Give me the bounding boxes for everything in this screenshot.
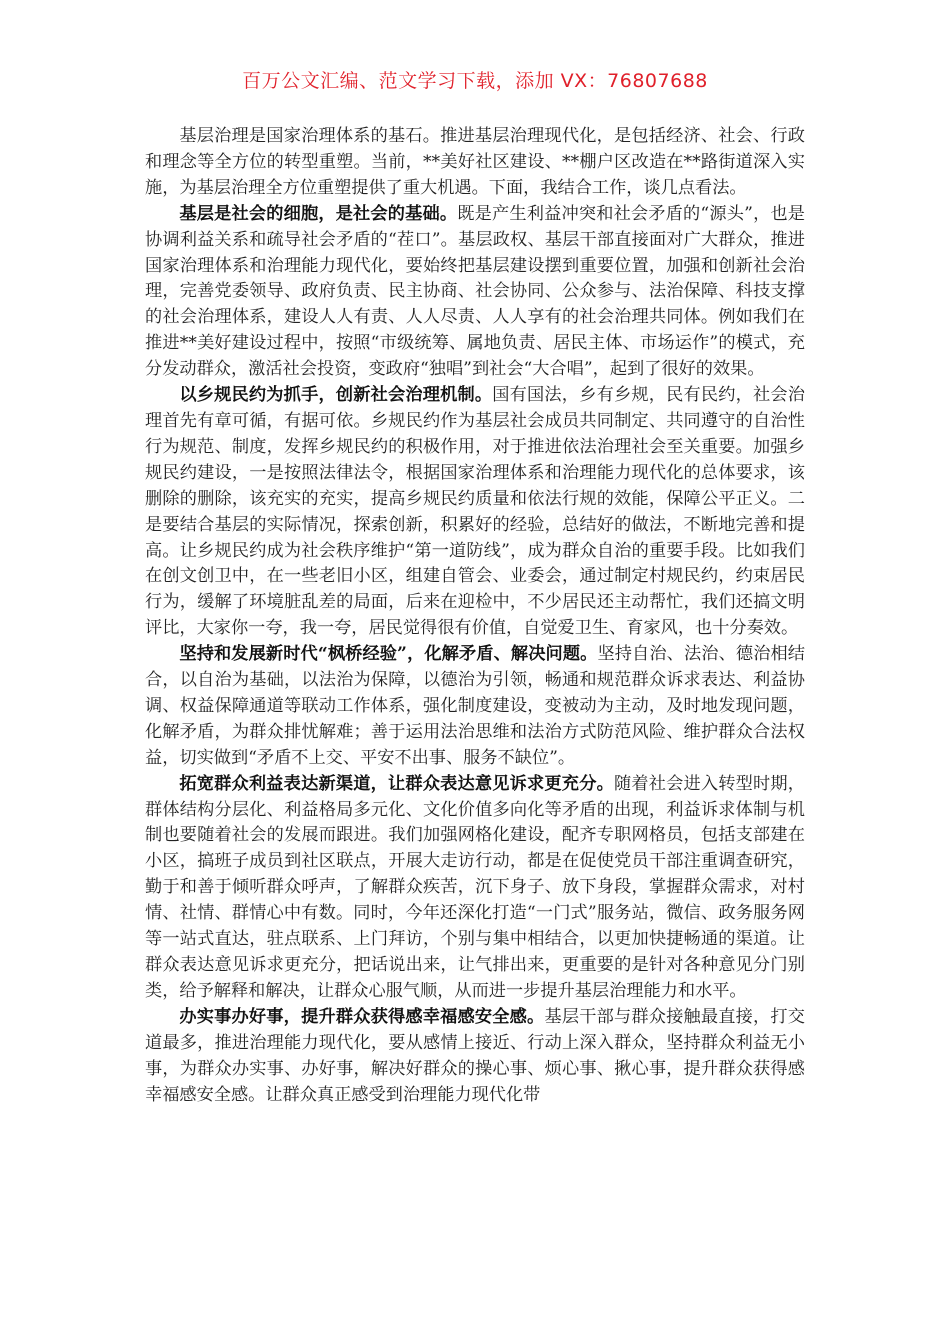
paragraph-fengqiao-experience — [145, 642, 805, 772]
paragraph-text: 随着社会进入转型时期，群体结构分层化、利益格局多元化、文化价值多向化等矛盾的出现，利益诉求体制与机制也要随着社会的发展而跟进。我们加强网格化建设，配齐专职网格员，包括支部建在小区，搞班子成员到社区联点，开展大走访行动，都是在促使党员干部注重调查研究，勤于和善于倾听群众呼声，了解群众疾苦，沉下身子、放下身段，掌握群众需求，对村情、社情、群情心中有数。同时，今年还深化打造“一门式”服务站，微信、政务服务网等一站式直达，驻点联系、上门拜访，个别与集中相结合，以更加快捷畅通的渠道。让群众表达意见诉求更充分，把话说出来，让气排出来，更重要的是针对各种意见分门别类，给予解释和解决，让群众心服气顺，从而进一步提升基层治理能力和水平。 — [145, 773, 805, 1001]
document-body — [145, 124, 805, 1108]
paragraph-heading: 基层是社会的细胞，是社会的基础。 — [179, 203, 458, 224]
paragraph-practical-matters — [145, 1005, 805, 1109]
paragraph-village-rules — [145, 383, 805, 642]
paragraph-intro — [145, 124, 805, 202]
paragraph-text: 基层干部与群众接触最直接，打交道最多，推进治理能力现代化，要从感情上接近、行动上深入群众，坚持群众利益无小事，为群众办实事、办好事，解决好群众的操心事、烦心事、揪心事，提升群众获得感幸福感安全感。让群众真正感受到治理能力现代化带 — [145, 1006, 805, 1105]
paragraph-heading: 办实事办好事，提升群众获得感幸福感安全感。 — [179, 1006, 545, 1027]
paragraph-text: 国有国法，乡有乡规，民有民约，社会治理首先有章可循，有据可依。乡规民约作为基层社会成员共同制定、共同遵守的自治性行为规范、制度，发挥乡规民约的积极作用，对于推进依法治理社会至关重要。加强乡规民约建设，一是按照法律法令，根据国家治理体系和治理能力现代化的总体要求，该删除的删除，该充实的充实，提高乡规民约质量和依法行规的效能，保障公平正义。二是要结合基层的实际情况，探索创新，积累好的经验，总结好的做法，不断地完善和提高。让乡规民约成为社会秩序维护“第一道防线”，成为群众自治的重要手段。比如我们在创文创卫中，在一些老旧小区，组建自管会、业委会，通过制定村规民约，约束居民行为，缓解了环境脏乱差的局面，后来在迎检中，不少居民还主动帮忙，我们还搞文明评比，大家你一夸，我一夸，居民觉得很有价值，自觉爱卫生、育家风，也十分奏效。 — [145, 385, 805, 639]
paragraph-text: 既是产生利益冲突和社会矛盾的“源头”，也是协调利益关系和疏导社会矛盾的“茬口”。基层政权、基层干部直接面对广大群众，推进国家治理体系和治理能力现代化，要始终把基层建设摆到重要位置，加强和创新社会治理，完善党委领导、政府负责、民主协商、社会协同、公众参与、法治保障、科技支撑的社会治理体系，建设人人有责、人人尽责、人人享有的社会治理共同体。例如我们在推进**美好建设过程中，按照“市级统筹、属地负责、居民主体、市场运作”的模式，充分发动群众，激活社会投资，变政府“独唱”到社会“大合唱”，起到了很好的效果。 — [145, 203, 805, 380]
paragraph-heading: 以乡规民约为抓手，创新社会治理机制。 — [179, 385, 493, 406]
paragraph-text: 基层治理是国家治理体系的基石。推进基层治理现代化，是包括经济、社会、行政和理念等全方位的转型重塑。当前，**美好社区建设、**棚户区改造在**路街道深入实施，为基层治理全方位重塑提供了重大机遇。下面，我结合工作，谈几点看法。 — [145, 126, 805, 198]
paragraph-text: 坚持自治、法治、德治相结合，以自治为基础，以法治为保障，以德治为引领，畅通和规范群众诉求表达、利益协调、权益保障通道等联动工作体系，强化制度建设，变被动为主动，及时地发现问题，化解矛盾，为群众排忧解难；善于运用法治思维和法治方式防范风险、维护群众合法权益，切实做到“矛盾不上交、平安不出事、服务不缺位”。 — [145, 644, 805, 768]
header-banner: 百万公文汇编、范文学习下载，添加 VX：76807688 — [242, 70, 708, 92]
paragraph-heading: 拓宽群众利益表达新渠道，让群众表达意见诉求更充分。 — [179, 773, 614, 794]
paragraph-heading: 坚持和发展新时代“枫桥经验”，化解矛盾、解决问题。 — [179, 644, 598, 665]
paragraph-expression-channels — [145, 772, 805, 1005]
paragraph-grassroots-foundation — [145, 202, 805, 383]
